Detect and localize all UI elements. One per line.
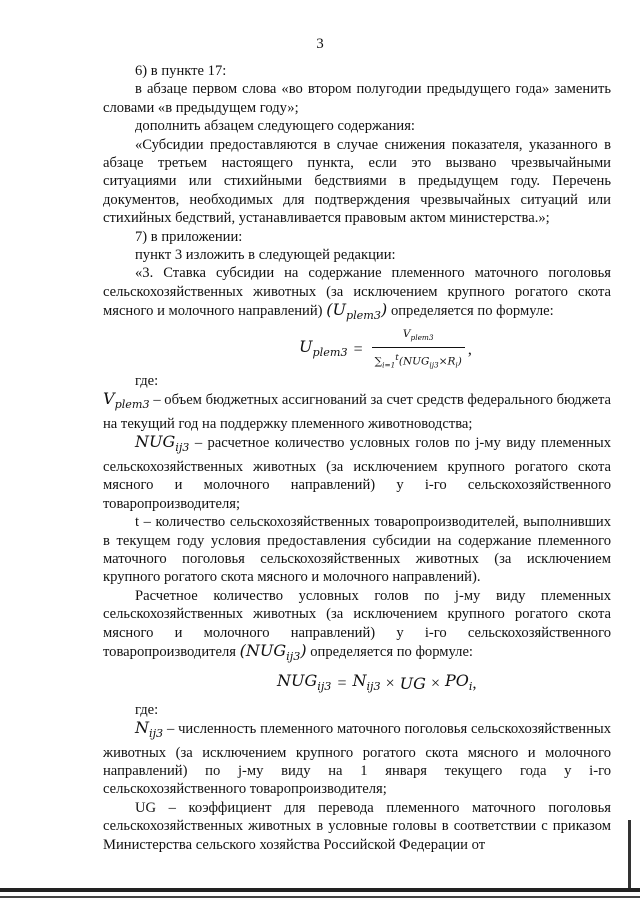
paragraph: где: [135,701,159,718]
fraction-numerator: $V_{plem3}$ [402,327,434,342]
definition-n: $N_{ij3}$ – численность племенного маточного поголовья сельскохозяйственных животных (за исключением крупного рогатого скота мясного и молочного направлений) по j-му виду на 1 января текущего года у i-го сельскохозяйственного товаропроизводителя; [103,717,611,798]
definition-ug: UG – коэффициент для перевода племенного маточного поголовья сельскохозяйственных животных в условные головы в соответствии с приказом Министерства сельского хозяйства Российской Федерации от [103,799,611,853]
paragraph-text: определяется по формуле: [390,303,554,320]
formula-lhs: $U_{plem3}$ [299,336,348,359]
formula-comma: , [467,340,472,358]
paragraph: дополнить абзацем следующего содержания: [135,118,415,135]
paragraph: «Субсидии предоставляются в случае снижения показателя, указанного в абзаце третьем настоящего пункта, если это вызвано чрезвычайными ситуациями или стихийными бедствиями в предыдущем году. Перечень документов, необходимых для подтверждения чрезвычайных ситуаций или стихийных бедствий, устанавливается правовым актом министерства.»; [103,136,611,227]
fraction-denominator: $\sum_{i=1}^t(NUG_{ij3}\times R_i)$ [372,347,465,375]
definition-nug: $NUG_{ij3}$ – расчетное количество условных голов по j-му виду племенных сельскохозяйственных животных (за исключением крупного рогатого скота мясного и молочного направлений) у i-го сельскохозяйственного товаропроизводителя; [103,432,611,512]
scan-bottom-border [0,888,640,892]
paragraph: 6) в пункте 17: [135,63,227,79]
formula-conditional-heads: $NUG_{ij3}$ = $N_{ij3}$ × UG × $PO_i$ , [277,671,477,694]
formula-subsidy-rate [103,328,611,372]
paragraph-text: «3. Ставка субсидии на содержание племенного маточного поголовья сельскохозяйственных животных (за исключением крупного рогатого скота мясного и молочного направлений) [103,265,611,320]
paragraph: 7) в приложении: [135,228,243,245]
definition-t: t – количество сельскохозяйственных товаропроизводителей, выполнивших в текущем году условия предоставления субсидии на содержание племенного маточного поголовья сельскохозяйственных животных (за исключением крупного рогатого скота мясного и молочного направлений). [103,514,611,586]
formula-eq: = [353,340,363,358]
math-symbol: $(U_{plem3})$ [326,300,388,323]
document-body [103,62,611,854]
page-number: 3 [316,36,324,52]
paragraph: в абзаце первом слова «во втором полугодии предыдущего года» заменить словами «в предыдущем году»; [103,81,611,116]
paragraph: где: [135,372,159,389]
paragraph: Расчетное количество условных голов по j-му виду племенных сельскохозяйственных животных (за исключением крупного рогатого скота мясного и молочного направлений) у i-го сельскохозяйственного товаропроизводителя $(NUG_{ij3})$ определяется по формуле: [103,587,611,664]
scan-edge-mark [628,820,631,890]
paragraph: пункт 3 изложить в следующей редакции: [135,247,396,264]
paragraph [103,264,611,325]
formula-fraction [372,325,465,376]
definition-v: $V_{plem3}$ – объем бюджетных ассигнований за счет средств федерального бюджета на текущий год на поддержку племенного животноводства; [103,389,611,432]
scan-bottom-border-thin [0,896,640,898]
